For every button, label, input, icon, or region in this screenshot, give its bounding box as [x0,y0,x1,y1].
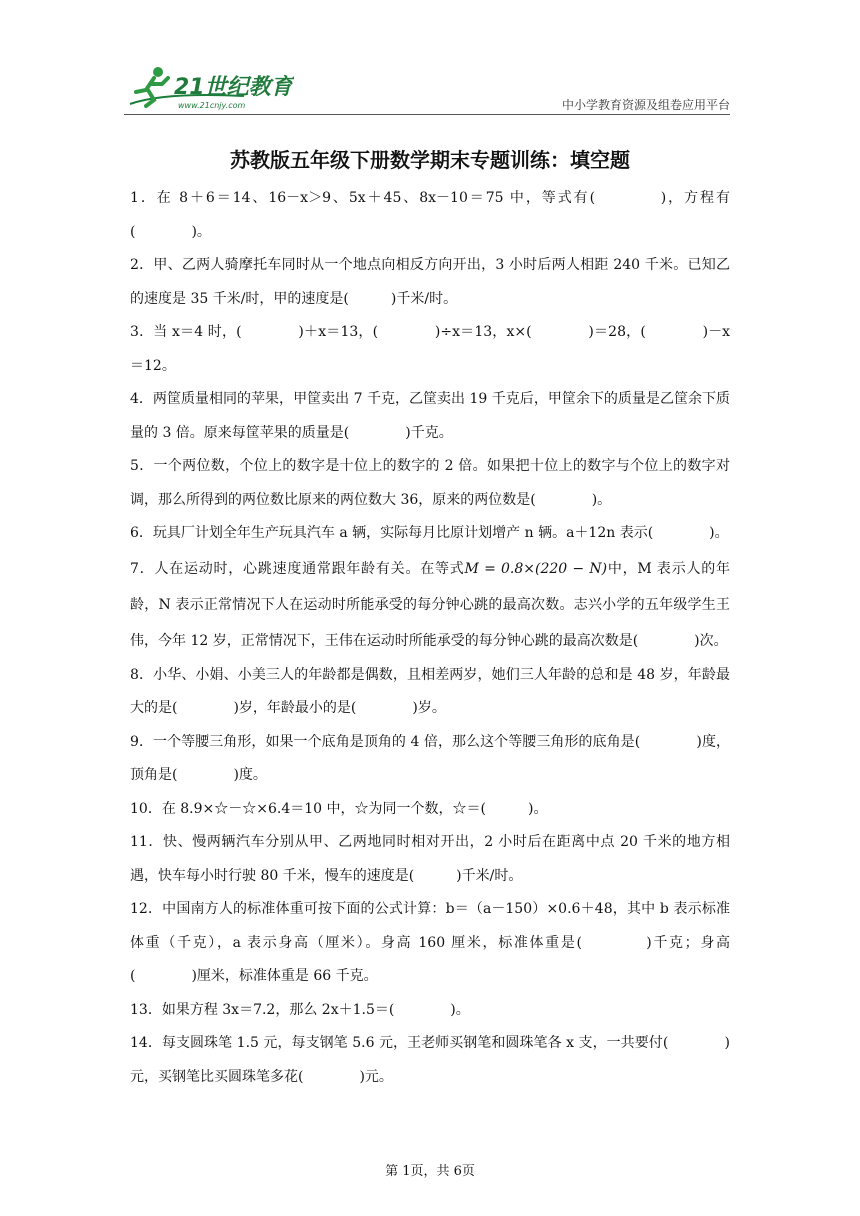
platform-name: 中小学教育资源及组卷应用平台 [561,98,730,112]
question-7 [130,551,730,659]
question-13: 13．如果方程 3x＝7.2，那么 2x＋1.5＝( )。 [130,1001,470,1018]
question-7-intro: 7．人在运动时，心跳速度通常跟年龄有关。在等式 [130,560,465,577]
logo [124,62,294,114]
question-3: 3．当 x＝4 时，( )＋x＝13，( )÷x＝13，x×( )＝28，( )－x＝12。 [130,324,730,374]
question-8: 8．小华、小娟、小美三人的年龄都是偶数，且相差两岁，她们三人年龄的总和是 48 岁，年龄最大的是( )岁，年龄最小的是( )岁。 [130,666,730,716]
question-14: 14．每支圆珠笔 1.5 元，每支钢笔 5.6 元，王老师买钢笔和圆珠笔各 x 支，一共要付( )元，买钢笔比买圆珠笔多花( )元。 [130,1035,730,1085]
page-title: 苏教版五年级下册数学期末专题训练：填空题 [230,148,630,172]
question-6: 6．玩具厂计划全年生产玩具汽车 a 辆，实际每月比原计划增产 n 辆。a＋12n 表示( )。 [130,525,729,541]
question-list [130,182,730,1094]
question-7-body: 中，M 表示人的年龄，N 表示正常情况下人在运动时所能承受的每分钟心跳的最高次数。志兴小学的五年级学生王伟，今年 12 岁，正常情况下，王伟在运动时所能承受的每分钟心跳的最高次数是( )次。 [130,560,730,649]
page-number: 第 1页，共 6页 [385,1164,475,1179]
svg-text:21世纪教育: 21世纪教育 [174,75,293,100]
question-5: 5．一个两位数，个位上的数字是十位上的数字的 2 倍。如果把十位上的数字与个位上的数字对调，那么所得到的两位数比原来的两位数大 36，原来的两位数是( )。 [130,458,730,508]
question-10: 10．在 8.9×☆－☆×6.4＝10 中，☆为同一个数，☆＝( )。 [130,800,548,817]
header-divider [124,114,730,115]
question-12: 12．中国南方人的标准体重可按下面的公式计算：b＝（a－150）×0.6＋48，其中 b 表示标准体重（千克），a 表示身高（厘米）。身高 160 厘米，标准体重是( )千克；身高( )厘米，标准体重是 66 千克。 [130,901,730,984]
heart-rate-formula: M = 0.8×(220 − N) [464,560,608,577]
question-4: 4．两筐质量相同的苹果，甲筐卖出 7 千克，乙筐卖出 19 千克后，甲筐余下的质量是乙筐余下质量的 3 倍。原来每筐苹果的质量是( )千克。 [130,391,730,441]
svg-text:www.21cnjy.com: www.21cnjy.com [178,101,246,110]
question-1: 1．在 8＋6＝14、16－x＞9、5x＋45、8x－10＝75 中，等式有( )，方程有( )。 [130,190,730,240]
page-header [124,62,730,114]
logo-runner-icon [124,62,294,114]
question-9: 9．一个等腰三角形，如果一个底角是顶角的 4 倍，那么这个等腰三角形的底角是( )度，顶角是( )度。 [130,733,730,783]
question-11: 11．快、慢两辆汽车分别从甲、乙两地同时相对开出，2 小时后在距离中点 20 千米的地方相遇，快车每小时行驶 80 千米，慢车的速度是( )千米/时。 [130,834,730,884]
question-2: 2．甲、乙两人骑摩托车同时从一个地点向相反方向开出，3 小时后两人相距 240 千米。已知乙的速度是 35 千米/时，甲的速度是( )千米/时。 [130,257,730,307]
